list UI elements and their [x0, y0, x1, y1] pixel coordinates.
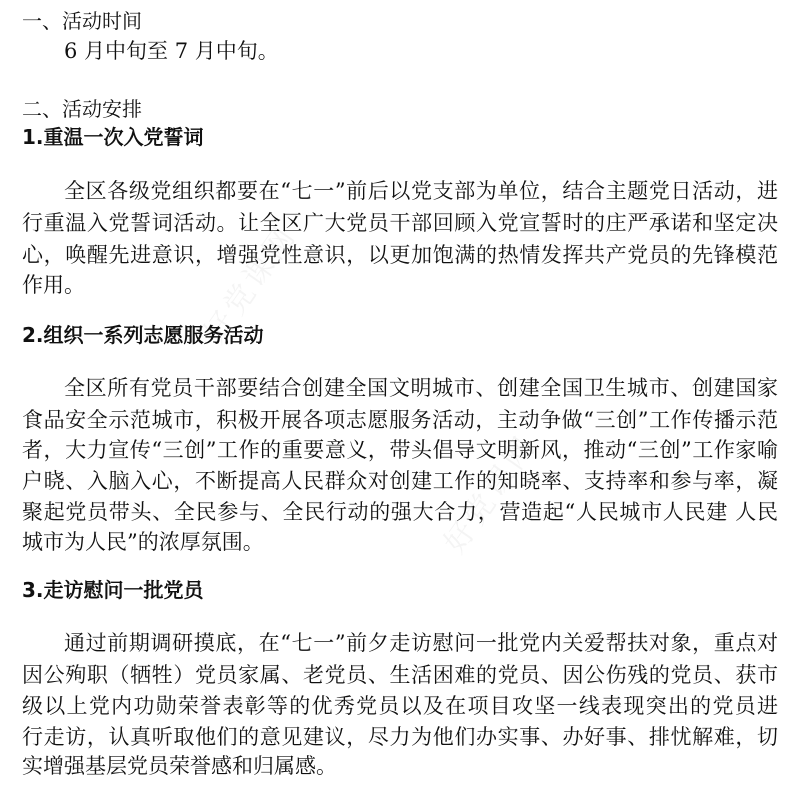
- paragraph-line: 聚起党员带头、全民参与、全民行动的强大合力，营造起“人民城市人民建 人民: [22, 500, 778, 524]
- paragraph-line: 行走访，认真听取他们的意见建议，尽力为他们办实事、办好事、排忧解难，切: [22, 725, 778, 749]
- paragraph-line: 食品安全示范城市，积极开展各项志愿服务活动，主动争做“三创”工作传播示范: [22, 408, 778, 432]
- item-heading-volunteer: 2.组织一系列志愿服务活动: [22, 323, 264, 347]
- paragraph-line: 者，大力宣传“三创”工作的重要意义，带头倡导文明新风，推动“三创”工作家喻: [22, 438, 778, 462]
- watermark: 好党课网: [197, 218, 305, 350]
- watermark: 好党课网: [437, 428, 545, 560]
- paragraph-line: 行重温入党誓词活动。让全区广大党员干部回顾入党宣誓时的庄严承诺和坚定决: [22, 211, 778, 235]
- paragraph-line: 城市为人民”的浓厚氛围。: [22, 530, 264, 554]
- section-heading-arrangement: 二、活动安排: [22, 97, 142, 121]
- paragraph-line: 因公殉职（牺牲）党员家属、老党员、生活困难的党员、因公伤残的党员、获市: [22, 663, 778, 687]
- paragraph-line: 作用。: [22, 273, 85, 297]
- paragraph-line: 实增强基层党员荣誉感和归属感。: [22, 754, 337, 778]
- paragraph-line: 全区各级党组织都要在“七一”前后以党支部为单位，结合主题党日活动，进: [64, 179, 778, 203]
- paragraph-line: 通过前期调研摸底，在“七一”前夕走访慰问一批党内关爱帮扶对象，重点对: [64, 631, 778, 655]
- paragraph-line: 级以上党内功勋荣誉表彰等的优秀党员以及在项目攻坚一线表现突出的党员进: [22, 694, 778, 718]
- item-heading-oath: 1.重温一次入党誓词: [22, 125, 204, 149]
- item-heading-visit: 3.走访慰问一批党员: [22, 578, 204, 602]
- paragraph-line: 心，唤醒先进意识，增强党性意识，以更加饱满的热情发挥共产党员的先锋模范: [22, 243, 778, 267]
- section-heading-time: 一、活动时间: [22, 9, 142, 33]
- paragraph-line: 全区所有党员干部要结合创建全国文明城市、创建全国卫生城市、创建国家: [64, 376, 778, 400]
- paragraph-line: 6 月中旬至 7 月中旬。: [64, 39, 279, 63]
- paragraph-line: 户晓、入脑入心，不断提高人民群众对创建工作的知晓率、支持率和参与率，凝: [22, 469, 778, 493]
